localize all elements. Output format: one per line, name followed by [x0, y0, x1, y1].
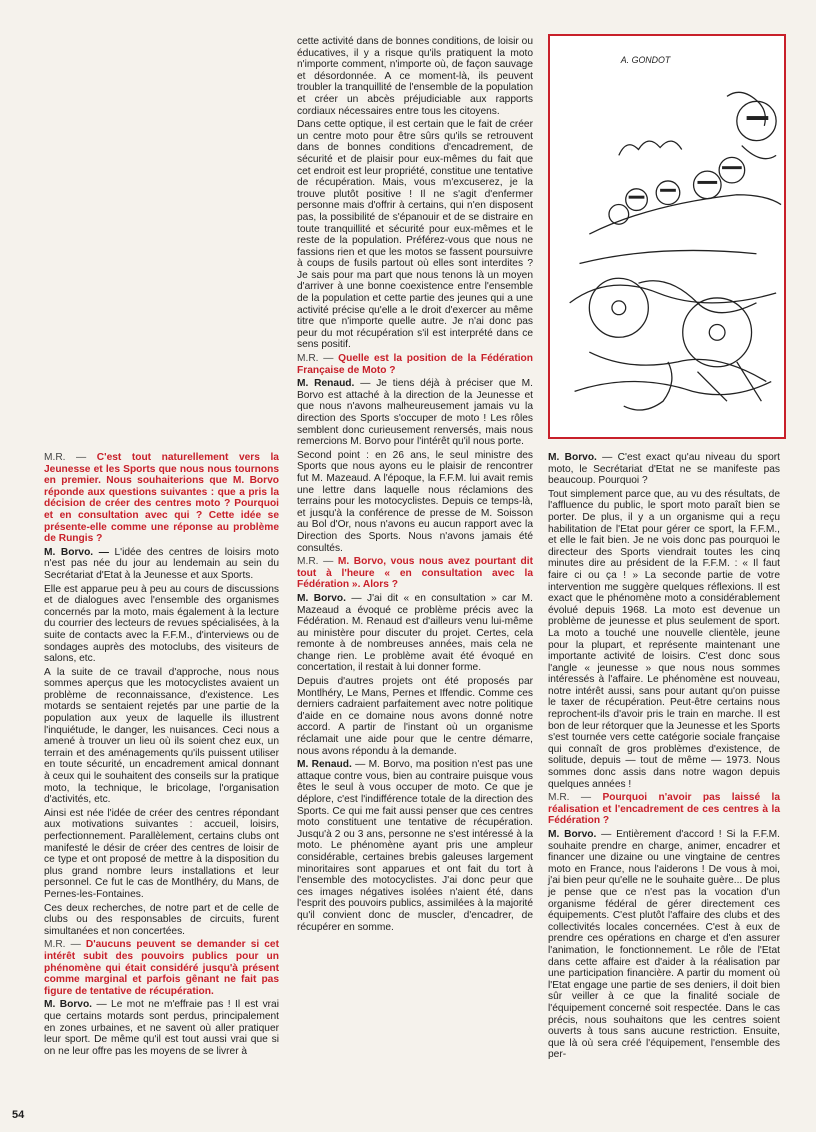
answer-text: — Le mot ne m'effraie pas ! Il est vrai que certains motards sont perdus, principalement en zones urbaines, et ne savent où aller pratiquer leur sport. De même qu'il est tout aussi vrai que si on ne leur offre pas les moyens de se livrer à — [44, 999, 279, 1057]
body-paragraph: Dans cette optique, il est certain que le fait de créer un centre moto pour être sûrs qu'ils se retrouvent dans de bonnes conditions d'encadrement, de sécurité et de plaisir pour eux-mêmes du fait que cet endroit est leur propriété, constitue une tentative de récupération. Mais, vous m'excuserez, je la trouve plutôt positive ! Il ne s'agit d'enfermer personne mais d'offrir à certains, qui n'en disposent pas, la possibilité de s'épanouir et de se distraire en toute tranquillité et sécurité pour eux-mêmes et le reste de la population. Préférez-vous que nous ne fassions rien et que les motos se fassent poursuivre à coups de fusils partout où elles sont interdites ? Je sais pour ma part que nous tenons là un moyen d'arriver à une bonne coexistence entre l'ensemble de la population et cette partie des jeunes qui a une activité précise qu'elle a le droit d'exercer au même titre que n'importe quelle autre. Je n'ai donc pas peur du mot récupération s'il est interprété dans ce sens positif. — [297, 119, 533, 351]
speaker-label: M. Borvo. — [548, 452, 597, 463]
answer-text: — M. Borvo, ma position n'est pas une attaque contre vous, bien au contraire puisque vous êtes le seul à vous occuper de moto. Ce que je déplore, c'est l'indifférence totale de la direction des Sports. Ce qui me fait aussi penser que ces centres moto constituent une tentative de récupération. Jusqu'à 2 ou 3 ans, personne ne s'est intéressé à la moto. Le phénomène ayant pris une ampleur considérable, certaines brebis galeuses largement minoritaires sont apparues et ont fait du tort à l'ensemble des motocyclistes. J'ai donc peur que ces images négatives isolées n'aient été, dans l'esprit des pouvoirs publics, assimilées à la majorité qu'il convient donc de muscler, d'encadrer, de récupérer en somme. — [297, 759, 533, 933]
question-paragraph — [297, 353, 533, 376]
question-text: D'aucuns peuvent se demander si cet intérêt subit des pouvoirs publics pour un phénomène qui était considéré jusqu'à présent comme marginal et parfois gênant ne fait pas figure de tentative de récupération. — [44, 939, 279, 997]
question-text: C'est tout naturellement vers la Jeunesse et les Sports que nous nous tournons en premier. Nous souhaiterions que M. Borvo réponde aux questions suivantes : que a pris la décision de créer des centres moto ? Pourquoi et en consultation avec qui ? Cette idée se présente-elle comme une réponse au problème de Rungis ? — [44, 452, 279, 545]
answer-paragraph — [297, 759, 533, 933]
answer-text: — J'ai dit « en consultation » car M. Mazeaud a évoqué ce problème précis avec la Fédération. M. Renaud est d'ailleurs venu lui-même au ministère pour discuter du projet. Certes, cela remonte à de nombreuses années, mais cela ne change rien. Le problème avait été évoqué en concertation, il restait à lui donner forme. — [297, 592, 533, 674]
speaker-label: M. Renaud. — [297, 759, 352, 771]
question-text: Quelle est la position de la Fédération Française de Moto ? — [297, 353, 533, 376]
body-paragraph: Ainsi est née l'idée de créer des centres répondant aux motivations suivantes : accueil, loisirs, perfectionnement. Parallèlement, certains clubs ont manifesté le désir de créer des centres de loisir de ce type et ont proposé de mettre à la disposition du plus grand nombre leurs installations et leur personnel. Ce fut le cas de Montlhéry, du Mans, de Pernes-les-Fontaines. — [44, 807, 279, 900]
speaker-label: M. Borvo. — [297, 592, 346, 604]
answer-text: — Entièrement d'accord ! Si la F.F.M. souhaite prendre en charge, animer, encadrer et financer une dizaine ou une vingtaine de centres moto en France, nous l'aiderons ! De vous à moi, j'ai bien peur qu'elle ne le souhaite guère... De plus je pense que ce n'est pas la vocation d'un organisme fédéral de gérer directement ces équipements. C'est plutôt l'affaire des clubs et des collectivités locales concernées. C'est à eux de prendre ces opérations en charge et d'en assurer l'animation, le fonctionnement. Le rôle de l'Etat dans cette affaire est d'aider à la réalisation par une participation financière. A partir du moment où l'Etat engage une partie de ses deniers, il doit bien sûr veiller à ce que la finalité sociale de l'équipement concerné soit respectée. Dans le cas précis, nous souhaitons que les centres soient ouverts à tous sans aucune restriction. Ensuite, que là où sera créé l'équipement, l'ensemble des per- — [548, 829, 780, 1061]
body-paragraph: Depuis d'autres projets ont été proposés par Montlhéry, Le Mans, Pernes et Iffendic. Comme ces derniers cadraient parfaitement avec notre politique d'aide en ce domaine nous avons donné notre accord. A partir de l'instant où un organisme réclamait une aide pour que le centre démarre, nous avons répondu à la demande. — [297, 676, 533, 757]
answer-paragraph — [548, 452, 780, 487]
body-paragraph: Tout simplement parce que, au vu des résultats, de l'affluence du public, le sport moto paraît bien se porter. De plus, il y a un organisme qui a reçu habilitation de l'Etat pour gérer ce sport, la F.F.M., et elle le fait bien. Je ne vois donc pas pourquoi le directeur des Sports viendrait toutes les cinq minutes dire au président de la F.F.M. : « Il faut faire ci ou ça ! » La seconde partie de votre intervention me suggère quelques réflexions. Il est exact que le phénomène moto a considérablement évolué depuis 1968. La moto est devenue un problème de jeunesse et plus seulement de sport. La moto a touché une nouvelle clientèle, jeune pour la plupart, et représente maintenant une importante activité de loisirs. C'est donc sous l'angle « jeunesse » que nous nous sommes intéressés à l'affaire. Le phénomène est nouveau, notre intérêt aussi, sans pour autant qu'on puisse le taxer de récupération. Peut-être certains nous reprochent-ils d'avoir pris le train en marche. Il est bon de leur rétorquer que la Jeunesse et les Sports s'est tournée vers cette catégorie sociale française qui connaît de gros problèmes d'existence, de solitude, depuis — tout de même — 1973. Nous sommes donc assis dans notre wagon depuis quelques années ! — [548, 488, 780, 790]
body-paragraph: Second point : en 26 ans, le seul ministre des Sports que nous ayons eu le plaisir de rencontrer fut M. Mazeaud. A l'époque, la F.F.M. lui avait remis une lettre dans laquelle nous réclamions des terrains pour les motocyclistes. Depuis ce temps-là, et jusqu'à la conférence de presse de M. Soisson au Bol d'Or, nous n'avons eu aucun rapport avec la Direction des Sports. Nous n'avons jamais été consultés. — [297, 449, 533, 554]
answer-text: — Je tiens déjà à préciser que M. Borvo est attaché à la direction de la Jeunesse et que nous n'avons malheureusement jamais vu la direction des Sports s'occuper de moto ! Les rôles semblent donc curieusement renversés, mais nous remercions M. Borvo pour l'intérêt qu'il nous porte. — [297, 378, 533, 448]
question-paragraph — [44, 939, 279, 997]
speaker-label: M. Borvo. — [548, 829, 597, 840]
cartoon-illustration — [548, 34, 786, 439]
answer-paragraph — [44, 547, 279, 582]
page-number: 54 — [12, 1109, 25, 1121]
body-paragraph: Elle est apparue peu à peu au cours de discussions et de dialogues avec l'ensemble des organismes concernés par la moto, mais également à la lecture du courrier des lecteurs de revues spécialisées, à la suite de contacts avec la F.F.M., d'interviews ou de sondages auprès des motoclubs, des visiteurs de salons, etc. — [44, 583, 279, 665]
cartoon-drawing — [550, 36, 784, 437]
body-paragraph: Ces deux recherches, de notre part et de celle de clubs ou des responsables de circuits, furent simultanées et non concertées. — [44, 902, 279, 937]
speaker-label: M.R. — — [297, 353, 334, 365]
speaker-label: M. Borvo. — [44, 999, 93, 1011]
question-paragraph — [297, 556, 533, 591]
sketch-lines — [570, 92, 781, 410]
cartoon-signature: A. GONDOT — [620, 54, 671, 65]
column-middle — [297, 36, 533, 935]
speaker-label: M. Renaud. — [297, 378, 355, 390]
answer-paragraph — [548, 829, 780, 1061]
column-left — [44, 452, 279, 1059]
question-text: M. Borvo, vous nous avez pourtant dit tout à l'heure « en consultation avec la Fédération ». Alors ? — [297, 556, 533, 591]
speaker-label: M.R. — — [548, 792, 592, 804]
body-paragraph: cette activité dans de bonnes conditions, de loisir ou éducatives, il y a risque qu'ils pratiquent la moto n'importe comment, n'importe où, de façon sauvage et désordonnée. A ce moment-là, ils peuvent troubler la tranquillité de l'ensemble de la population et créer un abcès préjudiciable aux rapports cordiaux nécessaires entre tous les citoyens. — [297, 36, 533, 117]
question-paragraph — [44, 452, 279, 545]
answer-paragraph — [297, 378, 533, 448]
body-paragraph: A la suite de ce travail d'approche, nous nous sommes aperçus que les motocyclistes avaient un problème de reconnaissance, d'existence. Les motards se sentaient rejetés par une partie de la population aux yeux de laquelle ils illustrent l'inquiétude, le danger, les nuisances. Ceci nous a amené à trouver un lieu où ils soient chez eux, un terrain et des aménagements qu'ils puissent utiliser en toute sécurité, un encadrement amical donnant à ceux qui le souhaitent des conseils sur la pratique moto, la technique, le bricolage, l'organisation d'activités, etc. — [44, 666, 279, 806]
answer-text: — C'est exact qu'au niveau du sport moto, le Secrétariat d'Etat ne se manifeste pas beaucoup. Pourquoi ? — [548, 452, 780, 487]
question-text: Pourquoi n'avoir pas laissé la réalisation et l'encadrement de ces centres à la Fédération ? — [548, 792, 780, 827]
sketch-fill-details — [629, 116, 769, 199]
column-right — [548, 452, 780, 1063]
speaker-label: M. Borvo. — — [44, 546, 109, 558]
question-paragraph — [548, 792, 780, 827]
answer-text: L'idée des centres de loisirs moto n'est pas née du jour au lendemain au sein du Secrétariat d'Etat à la Jeunesse et aux Sports. — [44, 546, 279, 581]
speaker-label: M.R. — — [44, 452, 87, 463]
speaker-label: M.R. — — [297, 556, 334, 568]
answer-paragraph — [44, 999, 279, 1057]
speaker-label: M.R. — — [44, 939, 81, 951]
answer-paragraph — [297, 593, 533, 674]
